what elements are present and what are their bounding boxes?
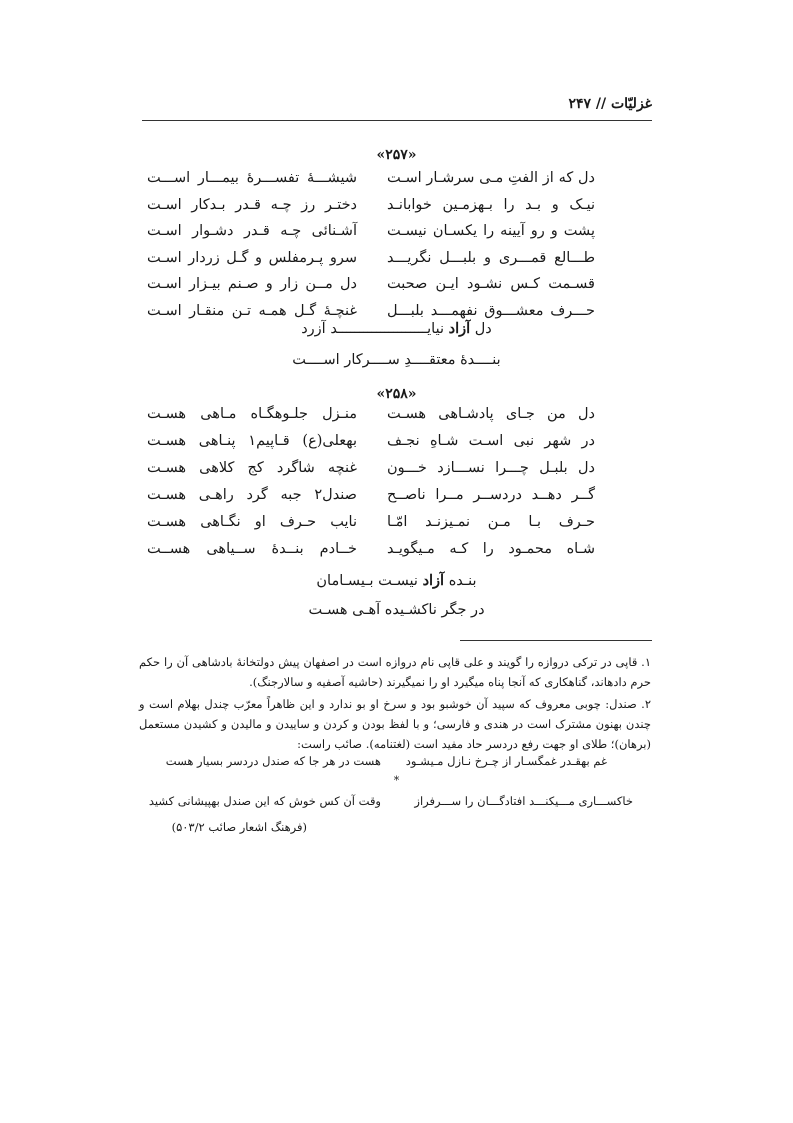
- couplet: [0, 514, 793, 538]
- hemistich-right: حـرف بـا مـن نمـیزنـد امّـا: [387, 514, 595, 530]
- hemistich-left: شیشـــۀ تفســـرۀ بیمـــار اســـت: [147, 170, 357, 186]
- footnote-verse-hemistich: خاکســـاری مـــیکنـــد افتادگـــان را ســـرفراز: [414, 794, 633, 808]
- footnote-1: ۱. قاپی در ترکی دروازه را گویند و علی قاپی نام دروازه است در اصفهان پیش دولتخانۀ بادشاهی آن را حکم حرم دادهاند، گناهکاری که آنجا پناه میگیرد او را نمیگیرند (حاشیه آصفیه و سالارجنگ).: [139, 655, 651, 689]
- closing-line: [0, 352, 793, 368]
- hemistich-right: شـاه محمـود را کـه مـیگویـد: [387, 541, 595, 557]
- hemistich-left: صندل۲ جبه گرد راهـی هسـت: [147, 487, 357, 503]
- hemistich-right: دل که از الفتِ مـی سرشـار اسـت: [387, 170, 595, 186]
- closing-pre: در جگر ناکشـیده آهـی هسـت: [308, 602, 485, 618]
- closing-pre: بنــــدۀ معتقــــدِ ســــرکار اســــت: [292, 352, 501, 368]
- hemistich-left: خــادم بنــدۀ ســیاهی هســت: [147, 541, 357, 557]
- hemistich-right: حـــرف معشـــوق نفهمـــد بلبـــل: [387, 302, 595, 319]
- couplet: [0, 197, 793, 221]
- hemistich-left: غنچه شاگرد کج کلاهی هسـت: [147, 460, 357, 476]
- hemistich-left: منـزل جلـوهگـاه مـاهی هسـت: [147, 406, 357, 422]
- couplet: [0, 250, 793, 274]
- couplet: [0, 460, 793, 484]
- verse-separator-star: *: [393, 774, 400, 787]
- hemistich-right: در شهر نبی اسـت شـاهِ نجـف: [387, 433, 595, 449]
- footnote-verse-hemistich: هست در هر جا که صندل دردسر بسیار هست: [165, 754, 381, 768]
- footnote-2: ۲. صندل: چوبی معروف که سپید آن خوشبو بود و سرخ او بو ندارد و این ظاهراً معرّب چندل بهلام است و چندن بهنون مشترک است در هندی و فارسی؛ و با لفظ بودن و کردن و ساییدن و مالیدن و کشیدن مستعمل (برهان)؛ طلای او جهت رفع دردسر حاد مفید است (لغتنامه). صائب راست:: [139, 697, 651, 751]
- page-header: [142, 96, 652, 121]
- poem-number-257: «۲۵۷»: [376, 147, 417, 163]
- hemistich-right: دل من جـای پادشـاهی هسـت: [387, 406, 595, 422]
- closing-post: نیایـــــــــــــــــــــد آزرد: [301, 321, 449, 337]
- closing-post: نیسـت بـیسـامان: [316, 573, 423, 589]
- hemistich-left: بهعلی(ع) قـاپیم۱ پنـاهی هسـت: [147, 433, 357, 449]
- hemistich-left: نایب حـرف او نگـاهی هسـت: [147, 514, 357, 530]
- hemistich-left: دختـر رز چـه قـدر بـدکار اسـت: [147, 196, 357, 213]
- pen-name: آزاد: [448, 320, 471, 337]
- footnote-divider: [460, 640, 652, 641]
- hemistich-right: طـــالع قمـــری و بلبـــل نگریـــد: [387, 249, 595, 266]
- pen-name: آزاد: [422, 572, 445, 589]
- hemistich-right: قسـمت کـس نشـود ایـن صحبت: [387, 276, 595, 292]
- closing-line: [0, 572, 793, 589]
- footnote-verse-hemistich: غم بهقـدر غمگسـار از چـرخ نـازل مـیشـود: [405, 754, 607, 768]
- hemistich-left: سرو پـرمفلس و گـل زردار اسـت: [147, 249, 357, 266]
- couplet: [0, 276, 793, 300]
- couplet: [0, 170, 793, 194]
- hemistich-right: گــر دهــد دردســر مــرا ناصــح: [387, 487, 595, 503]
- hemistich-left: غنچـۀ گـل همـه تـن منقـار اسـت: [147, 302, 357, 319]
- footnote-source: (فرهنگ اشعار صائب ۵۰۳/۲): [171, 820, 307, 834]
- hemistich-right: دل بلبـل چـــرا نســـازد خـــون: [387, 460, 595, 476]
- hemistich-right: نیـک و بـد را بـهزمـین خوابانـد: [387, 196, 595, 213]
- hemistich-left: دل مــن زار و صـنم بیـزار اسـت: [147, 276, 357, 292]
- couplet: [0, 541, 793, 565]
- couplet: [0, 433, 793, 457]
- couplet: [0, 487, 793, 511]
- couplet: [0, 406, 793, 430]
- hemistich-left: آشـنائی چـه قـدر دشـوار اسـت: [147, 223, 357, 239]
- hemistich-right: پشت و رو آیینه را یکسـان نیسـت: [387, 223, 595, 239]
- couplet: [0, 223, 793, 247]
- footnote-verse-hemistich: وقت آن کس خوش که این صندل بهپیشانی کشید: [148, 794, 381, 808]
- running-title: غزلیّات // ۲۴۷: [568, 96, 652, 112]
- closing-line: [0, 320, 793, 337]
- poem-number-258: «۲۵۸»: [376, 386, 417, 402]
- closing-pre: بنـده: [444, 573, 477, 589]
- closing-pre: دل: [470, 321, 492, 337]
- closing-line: [0, 602, 793, 618]
